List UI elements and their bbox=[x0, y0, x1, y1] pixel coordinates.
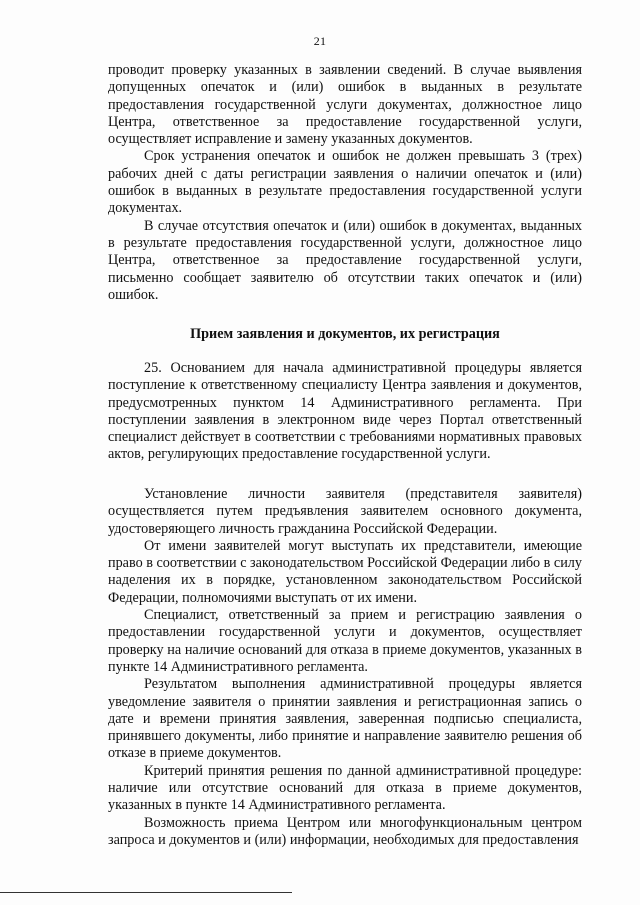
paragraph: От имени заявителей могут выступать их представители, имеющие право в соответствии с законодательством Российской Федерации либо в силу наделения их в порядке, установленном законодательством Российской Федерации, полномочиями выступать от их имени. bbox=[108, 537, 582, 606]
text-block-paragraph-25 bbox=[108, 360, 582, 464]
paragraph: Установление личности заявителя (представителя заявителя) осуществляется путем предъявления заявителем основного документа, удостоверяющего личность гражданина Российской Федерации. bbox=[108, 486, 582, 537]
paragraph: Результатом выполнения административной процедуры является уведомление заявителя о принятии заявления и регистрационная запись о дате и времени принятия заявления, заверенная подписью специалиста, принявшего документы, либо принятие и направление заявителю решения об отказе в приеме документов. bbox=[108, 676, 582, 762]
paragraph: Специалист, ответственный за прием и регистрацию заявления о предоставлении государственной услуги и документов, осуществляет проверку на наличие оснований для отказа в приеме документов, указанных в пункте 14 Административного регламента. bbox=[108, 607, 582, 675]
paragraph: В случае отсутствия опечаток и (или) ошибок в документах, выданных в результате предоставления государственной услуги, должностное лицо Центра, ответственное за предоставление государственной услуги, письменно сообщает заявителю об отсутствии таких опечаток и (или) ошибок. bbox=[108, 217, 582, 303]
paragraph: проводит проверку указанных в заявлении сведений. В случае выявления допущенных опечаток и (или) ошибок в выданных в результате предоставления государственной услуги документах, должностное лицо Центра, ответственное за предоставление государственной услуги, осуществляет исправление и замену указанных документов. bbox=[108, 62, 582, 148]
footer-divider bbox=[0, 892, 292, 893]
text-block-procedure bbox=[108, 486, 582, 849]
paragraph: 25. Основанием для начала административной процедуры является поступление к ответственному специалисту Центра заявления и документов, предусмотренных пунктом 14 Административного регламента. При поступлении заявления в электронном виде через Портал ответственный специалист действует в соответствии с требованиями нормативных правовых актов, регулирующих предоставление государственной услуги. bbox=[108, 360, 582, 463]
section-heading: Прием заявления и документов, их регистрация bbox=[190, 326, 500, 342]
paragraph: Возможность приема Центром или многофункциональным центром запроса и документов и (или) информации, необходимых для предоставления bbox=[108, 814, 582, 848]
paragraph: Срок устранения опечаток и ошибок не должен превышать 3 (трех) рабочих дней с даты регистрации заявления о наличии опечаток и (или) ошибок в выданных в результате предоставления государственной услуги документах. bbox=[108, 148, 582, 217]
page-number: 21 bbox=[313, 34, 327, 48]
text-block-corrections bbox=[108, 62, 582, 304]
paragraph: Критерий принятия решения по данной административной процедуре: наличие или отсутствие оснований для отказа в приеме документов, указанных в пункте 14 Административного регламента. bbox=[108, 762, 582, 814]
